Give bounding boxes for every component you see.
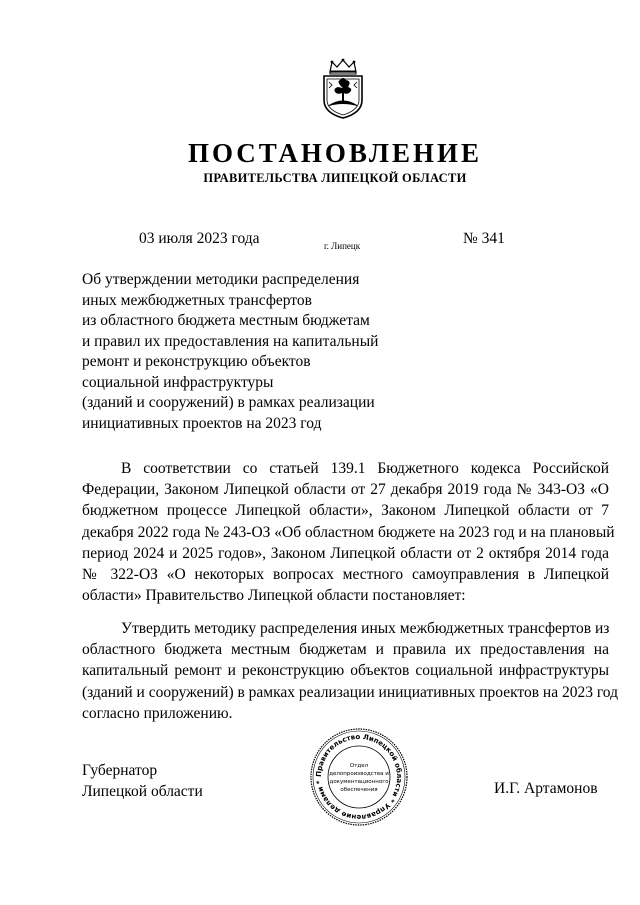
subject-line: ремонт и реконструкцию объектов bbox=[82, 353, 311, 370]
document-title: ПОСТАНОВЛЕНИЕ bbox=[187, 138, 483, 168]
signatory-position bbox=[82, 760, 203, 802]
stamp-center-line: Отдел bbox=[349, 763, 369, 769]
body-paragraph-legal-basis bbox=[82, 458, 615, 606]
paragraph-line: области» Правительство Липецкой области постановляет: bbox=[82, 587, 466, 605]
document-date: 03 июля 2023 года bbox=[139, 230, 260, 247]
document-place: г. Липецк bbox=[324, 241, 361, 251]
official-stamp bbox=[309, 727, 409, 827]
body-paragraph-resolution bbox=[82, 618, 618, 724]
subject-line: Об утверждении методики распределения bbox=[82, 271, 360, 288]
signatory-position-line: Губернатор bbox=[82, 762, 158, 779]
subject-line: социальной инфраструктуры bbox=[82, 373, 274, 391]
subject-line: (зданий и сооружений) в рамках реализации bbox=[82, 394, 375, 411]
subject-line: и правил их предоставления на капитальный bbox=[82, 332, 379, 350]
paragraph-line: бюджетном процессе Липецкой области», Законом Липецкой области от 7 bbox=[82, 502, 609, 520]
stamp-ring-text: Правительство Липецкой области * Управление делами * bbox=[314, 732, 404, 822]
signatory-position-line: Липецкой области bbox=[82, 783, 203, 800]
subject-line: иных межбюджетных трансфертов bbox=[82, 291, 312, 309]
paragraph-line: капитальный ремонт и реконструкцию объектов социальной инфраструктуры bbox=[82, 662, 609, 680]
signatory-name: И.Г. Артамонов bbox=[494, 780, 598, 797]
coat-of-arms-emblem bbox=[318, 58, 368, 120]
paragraph-line: № 322-ОЗ «О некоторых вопросах местного самоуправления в Липецкой bbox=[82, 566, 609, 584]
stamp-center-line: обеспечения bbox=[340, 787, 378, 793]
stamp-center-line: делопроизводства и bbox=[329, 771, 389, 777]
paragraph-line: Федерации, Законом Липецкой области от 27 декабря 2019 года № 343-ОЗ «О bbox=[82, 481, 609, 499]
subject-line: из областного бюджета местным бюджетам bbox=[82, 312, 370, 329]
document-subtitle: ПРАВИТЕЛЬСТВА ЛИПЕЦКОЙ ОБЛАСТИ bbox=[203, 171, 467, 185]
paragraph-line: областного бюджета местным бюджетам и правила их предоставления на bbox=[82, 641, 609, 659]
paragraph-line: согласно приложению. bbox=[82, 704, 233, 722]
stamp-center-line: документационного bbox=[329, 779, 389, 785]
paragraph-line: В соответствии со статьей 139.1 Бюджетного кодекса Российской bbox=[121, 460, 609, 477]
paragraph-line: декабря 2022 года № 243-ОЗ «Об областном бюджете на 2023 год и на плановый bbox=[82, 523, 615, 541]
paragraph-line: период 2024 и 2025 годов», Законом Липецкой области от 2 октября 2014 года bbox=[82, 544, 609, 562]
paragraph-line: Утвердить методику распределения иных межбюджетных трансфертов из bbox=[121, 620, 610, 637]
subject-line: инициативных проектов на 2023 год bbox=[82, 414, 322, 432]
document-number: № 341 bbox=[463, 230, 505, 247]
paragraph-line: (зданий и сооружений) в рамках реализации инициативных проектов на 2023 год bbox=[82, 683, 618, 701]
document-subject bbox=[82, 270, 382, 434]
